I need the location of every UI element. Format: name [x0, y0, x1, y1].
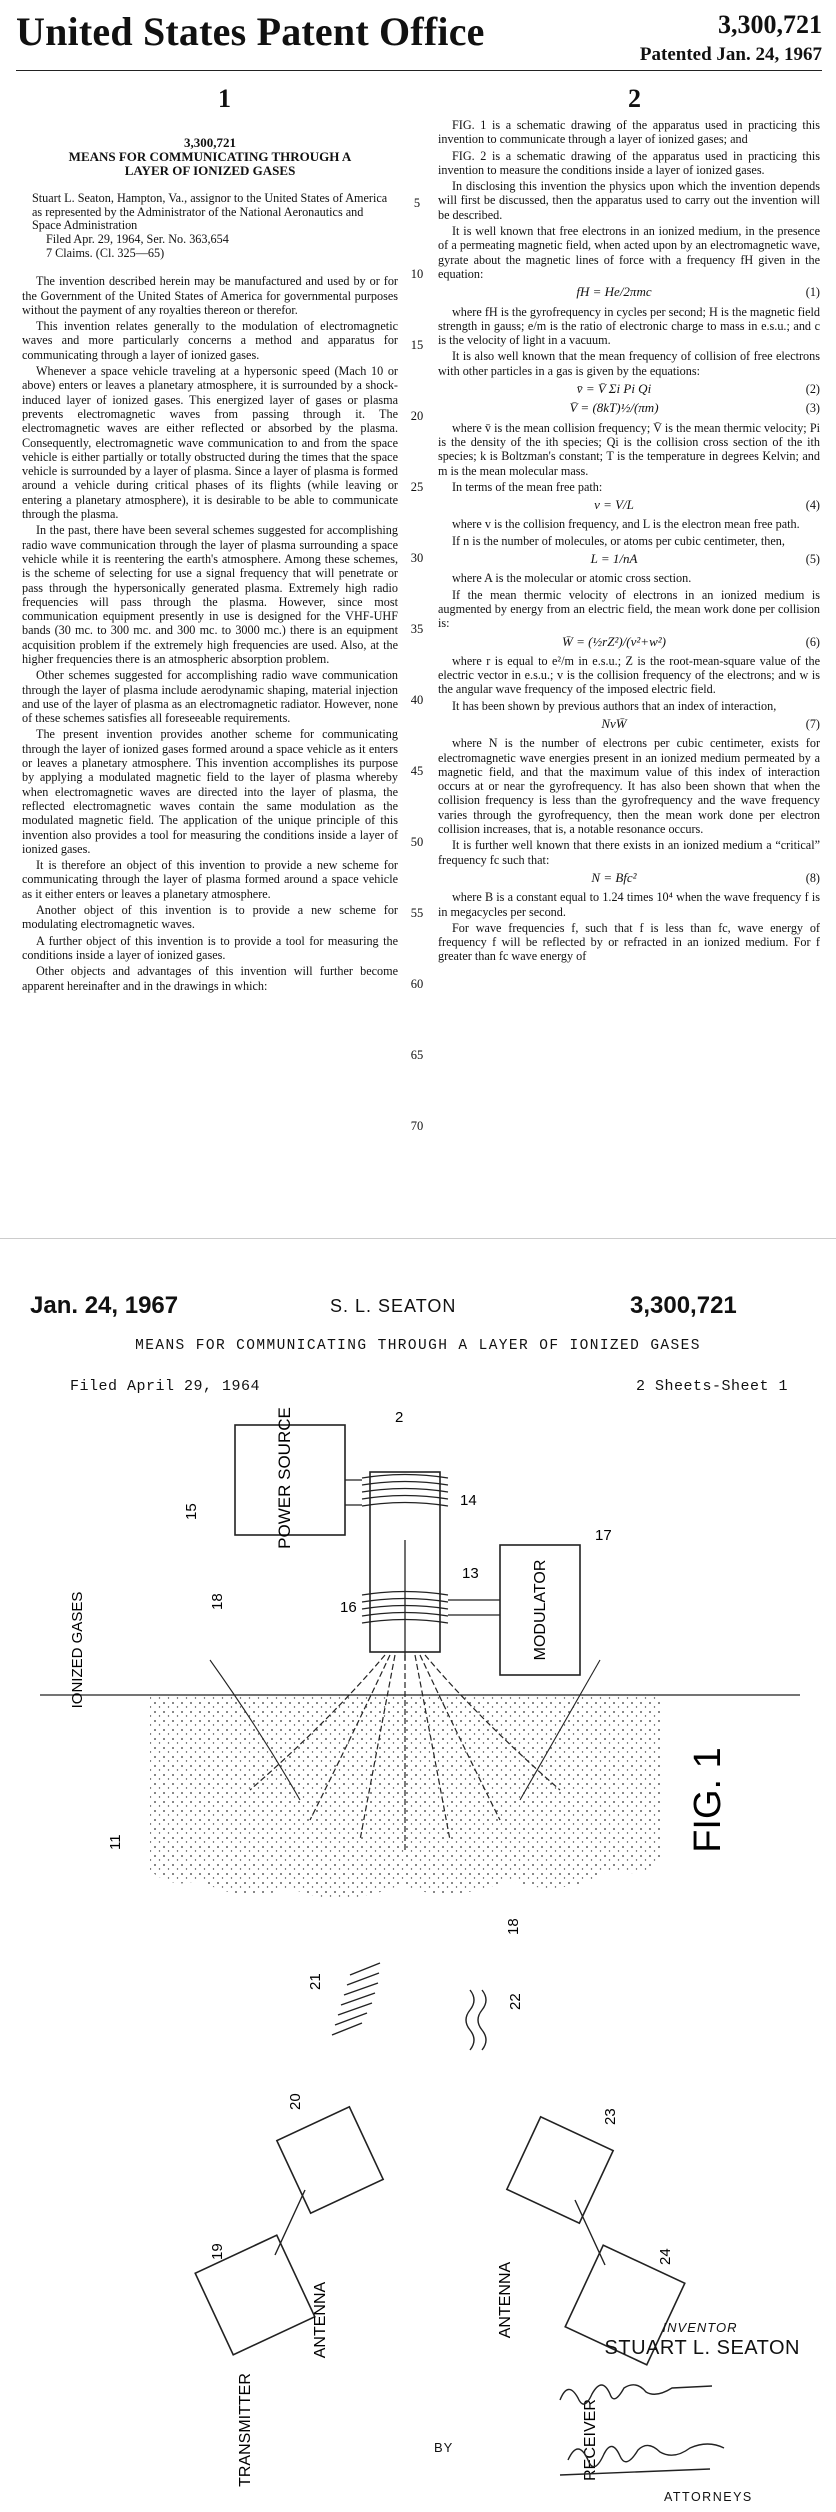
coil-tube [370, 1472, 440, 1652]
paragraph: Other schemes suggested for accomplishing radio wave communication through the layer of plasma include aerodynamic shaping, material injection and use of the layer of plasma as an electromagnetic radiator. However, none of these schemes satisfies all foreseeable requirements. [22, 668, 398, 726]
title-block [22, 136, 398, 178]
paragraph: A further object of this invention is to provide a tool for measuring the conditions inside a layer of ionized gases. [22, 933, 398, 962]
tx-link [275, 2190, 305, 2255]
paragraph: If the mean thermic velocity of electrons in an ionized medium is augmented by energy from an electric field, the mean work done per collision is: [438, 587, 820, 631]
paragraph: It is further well known that there exists in an ionized medium a “critical” frequency fc such that: [438, 838, 820, 867]
paragraph: For wave frequencies f, such that f is less than fc, wave energy of frequency f will be reflected by or refracted in an ionized medium. For f greater than fc wave energy of [438, 920, 820, 964]
patent-header [16, 6, 822, 68]
ref-numeral: 19 [209, 2243, 226, 2260]
ref-numeral: 14 [460, 1492, 477, 1509]
line-number: 50 [410, 835, 424, 849]
paragraph: Whenever a space vehicle traveling at a hypersonic speed (Mach 10 or above) enters or leaves a planetary atmosphere, it is surrounded by a shock-induced layer of ionized gases. This energized layer of gases or plasma prevents electromagnetic waves from passing through it. The electromagnetic waves are either reflected or absorbed by the plasma. Consequently, electromagnetic wave communication to and from the space vehicle is either partially or totally obstructed during the times that the space vehicle is surrounded by a layer of plasma. Since a layer of plasma is formed around a vehicle during critical phases of its flights (while leaving or entering a planetary atmosphere), it is desirable to be able to communicate through the plasma. [22, 364, 398, 522]
paragraph: It is also well known that the mean frequency of collision of free electrons with other particles in a gas is given by the equations: [438, 349, 820, 378]
line-number: 30 [410, 551, 424, 565]
sheet-filed: Filed April 29, 1964 [70, 1378, 261, 1395]
line-number: 5 [413, 196, 421, 210]
line-number: 55 [410, 906, 424, 920]
equation [438, 871, 820, 885]
filed-line: Filed Apr. 29, 1964, Ser. No. 363,654 [46, 232, 229, 247]
ionized-gas-region [150, 1695, 660, 1898]
equation-expression: v̄ = V̄ Σi Pi Qi [576, 381, 652, 397]
title-patent-number: 3,300,721 [184, 135, 236, 150]
column-number-right: 2 [628, 84, 641, 113]
equation-expression: W̄ = (½rZ²)/(v²+w²) [562, 633, 666, 649]
paragraph: Other objects and advantages of this invention will further become apparent hereinafter and in the drawings in which: [22, 964, 398, 993]
power-source-label: POWER SOURCE [275, 1407, 294, 1549]
paragraph: In terms of the mean free path: [452, 479, 603, 494]
wave-arcs [210, 1660, 600, 1800]
equation-number: (8) [805, 870, 820, 885]
equation [438, 717, 820, 731]
patent-title: MEANS FOR COMMUNICATING THROUGH A LAYER OF IONIZED GASES [68, 149, 352, 179]
sheet-patent-number: 3,300,721 [630, 1292, 737, 1319]
paragraph: where r is equal to e²/m in e.s.u.; Z is the root-mean-square value of the electric vector in e.s.u.; v is the collision frequency of the electrons; and w is the angular wave frequency of the imposed electric field. [438, 653, 820, 697]
sheet-title: MEANS FOR COMMUNICATING THROUGH A LAYER OF IONIZED GASES [135, 1338, 701, 1354]
paragraph: where N is the number of electrons per cubic centimeter, exists for electromagnetic wave energies present in an ionized medium permeated by a magnetic field, and that the maximum value of this index of interaction occurs at or near the gyrofrequency. It has also been shown that when the collision frequency is less than the gyrofrequency and the wave frequency varies through the gyrofrequency, then the mean work done per electron collision increases, that is, a notable resonance occurs. [438, 736, 820, 837]
equation-number: (1) [805, 285, 820, 300]
paragraph: In the past, there have been several schemes suggested for accomplishing radio wave communication through the layer of plasma surrounding a space vehicle while it is reentering the earth's atmosphere. Among these schemes, is the scheme of selecting for use a signal frequency that will penetrate or pass through the hypersonically generated plasma. Extremely high radio frequencies will pass through the plasma. However, since most communication equipment presently in use is designed for the VHF-UHF bands (30 mc. to 300 mc. and 300 mc. to 3000 mc.) there is an equipment acquisition problem if the extremely high frequencies are used. Also, at the higher frequencies there is an atmospheric absorption problem. [22, 523, 398, 666]
paragraph: where A is the molecular or atomic cross section. [452, 571, 692, 586]
ref-numeral: 13 [462, 1565, 479, 1582]
equation-expression: V̄ = (8kT)½/(πm) [569, 400, 659, 416]
antenna-box-left [277, 2107, 383, 2213]
paragraph: It is therefore an object of this invention to provide a new scheme for communicating through the layer of plasma formed around a space vehicle as it either enters or leaves a planetary atmosphere. [22, 858, 398, 901]
upper-coil-windings [362, 1475, 448, 1507]
equation-expression: N = Bfc² [591, 869, 637, 885]
equation-number: (2) [805, 382, 820, 397]
paragraph: The present invention provides another scheme for communicating through the layer of ionized gases formed around a space vehicle as it enters or leaves a planetary atmosphere. This invention accomplishes its purpose by applying a modulated magnetic field to the layer of plasma whereby when electromagnetic waves are directed into the layer of plasma, the reflected electromagnetic waves contain the same modulation as the modulated magnetic field. The application of the unique principle of this invention also provides a tool for measuring the conditions inside a layer of ionized gases. [22, 727, 398, 856]
attorney-signatures [560, 2385, 724, 2475]
paragraph: If n is the number of molecules, or atoms per cubic centimeter, then, [452, 533, 785, 548]
ionized-gases-label: IONIZED GASES [69, 1591, 86, 1709]
inventor-heading: INVENTOR [662, 2320, 738, 2335]
paragraph: where B is a constant equal to 1.24 times 10⁴ when the wave frequency f is in megacycles per second. [438, 890, 820, 919]
equation [438, 285, 820, 299]
ref-numeral: 17 [595, 1527, 612, 1544]
line-number: 70 [410, 1119, 424, 1133]
receiver-label: RECEIVER [582, 2399, 599, 2481]
ref-numeral: 2 [395, 1409, 404, 1426]
antenna-box-right [507, 2117, 613, 2223]
paragraph: FIG. 2 is a schematic drawing of the apparatus used in practicing this invention to measure the conditions inside a layer of ionized gases. [438, 148, 820, 177]
antenna-label-left: ANTENNA [312, 2281, 329, 2359]
transmitted-wave [332, 1963, 380, 2035]
ref-numeral: 23 [602, 2108, 619, 2125]
equation [438, 552, 820, 566]
claims-line: 7 Claims. (Cl. 325—65) [46, 245, 165, 260]
power-source-box [235, 1425, 345, 1535]
ref-numeral: 24 [657, 2248, 674, 2265]
transmitter-label: TRANSMITTER [237, 2373, 254, 2487]
attorneys-label: ATTORNEYS [664, 2490, 753, 2504]
equation-number: (3) [805, 401, 820, 416]
equation [438, 382, 820, 396]
header-patented-date: Patented Jan. 24, 1967 [639, 44, 822, 65]
fig-label: FIG. 1 [687, 1747, 729, 1853]
rx-link [575, 2200, 605, 2265]
paragraph: where v is the collision frequency, and L is the electron mean free path. [452, 517, 800, 532]
ref-numeral: 18 [505, 1918, 522, 1935]
ref-numeral: 21 [307, 1973, 324, 1990]
line-number: 20 [410, 409, 424, 423]
sheet-count: 2 Sheets-Sheet 1 [635, 1378, 788, 1395]
line-number: 25 [410, 480, 424, 494]
line-number: 65 [410, 1048, 424, 1062]
sheet-inventor: S. L. SEATON [330, 1296, 457, 1316]
ref-numeral: 16 [340, 1599, 357, 1616]
sheet-date: Jan. 24, 1967 [30, 1292, 179, 1319]
equation-expression: L = 1/nA [590, 551, 638, 567]
lower-coil-windings [362, 1592, 448, 1624]
inventor-text: Stuart L. Seaton, Hampton, Va., assignor to the United States of America as represented by the Administrator of the National Aeronautics and Space Administration [32, 191, 388, 233]
column-number-left: 1 [218, 84, 231, 113]
equation-expression: fH = He/2πmc [576, 284, 652, 300]
by-label: BY [434, 2440, 454, 2455]
right-column [438, 118, 820, 966]
paragraph: FIG. 1 is a schematic drawing of the apparatus used in practicing this invention to communicate through a layer of ionized gases; and [438, 118, 820, 147]
equation-number: (7) [805, 716, 820, 731]
inventor-name: STUART L. SEATON [604, 2337, 800, 2359]
line-number: 10 [410, 267, 424, 281]
equation-number: (4) [805, 498, 820, 513]
equation-number: (5) [805, 552, 820, 567]
office-title: United States Patent Office [16, 9, 485, 54]
ref-numeral: 11 [107, 1834, 124, 1850]
ref-numeral: 15 [183, 1503, 200, 1520]
magnetic-field-lines [250, 1655, 560, 1850]
equation [438, 635, 820, 649]
paragraph: It has been shown by previous authors that an index of interaction, [452, 698, 777, 713]
page-separator [0, 1238, 836, 1239]
transmitter-box [195, 2235, 315, 2355]
equation-number: (6) [805, 634, 820, 649]
modulator-box [500, 1545, 580, 1675]
paragraph: The invention described herein may be manufactured and used by or for the Government of the United States of America for governmental purposes without the payment of any royalties thereon or therefor. [22, 274, 398, 317]
equation [438, 401, 820, 415]
equation [438, 498, 820, 512]
paragraph: In disclosing this invention the physics upon which the invention depends will first be discussed, then the apparatus used to carry out the invention will be described. [438, 179, 820, 222]
inventor-assignment [22, 192, 398, 260]
equation-expression: v = V/L [594, 497, 634, 513]
header-patent-number: 3,300,721 [718, 10, 822, 39]
paragraph: where v̄ is the mean collision frequency; V̄ is the mean thermic velocity; Pi is the density of the ith species; Qi is the collision cross section of the ith species; k is Boltzman's constant; T is the temperature in degrees Kelvin; and m is the mean molecular mass. [438, 420, 820, 478]
antenna-label-right: ANTENNA [497, 2261, 514, 2339]
paragraph: This invention relates generally to the modulation of electromagnetic waves and more particularly concerns a method and apparatus for communicating through a layer of ionized gases. [22, 319, 398, 362]
line-number: 45 [410, 764, 424, 778]
modulator-label: MODULATOR [532, 1559, 549, 1661]
left-column [22, 136, 398, 995]
reflected-wave [466, 1990, 486, 2050]
paragraph: It is well known that free electrons in an ionized medium, in the presence of a permeating magnetic field, when acted upon by an electromagnetic wave, gyrate about the magnetic lines of force with a frequency fH given in the equation: [438, 224, 820, 281]
line-number: 60 [410, 977, 424, 991]
equation-expression: NvW̄ [601, 715, 627, 731]
paragraph: Another object of this invention is to provide a new scheme for modulating electromagnetic waves. [22, 903, 398, 932]
line-number: 40 [410, 693, 424, 707]
line-number: 35 [410, 622, 424, 636]
inventor-block [560, 2320, 800, 2360]
ref-numeral: 22 [507, 1993, 524, 2010]
ref-numeral: 18 [209, 1593, 226, 1610]
line-number: 15 [410, 338, 424, 352]
header-rule [16, 70, 822, 71]
paragraph: where fH is the gyrofrequency in cycles per second; H is the magnetic field strength in gauss; e/m is the ratio of electronic charge to mass in e.s.u.; and c is the velocity of light in a vacuum. [438, 304, 820, 348]
ref-numeral: 20 [287, 2093, 304, 2110]
